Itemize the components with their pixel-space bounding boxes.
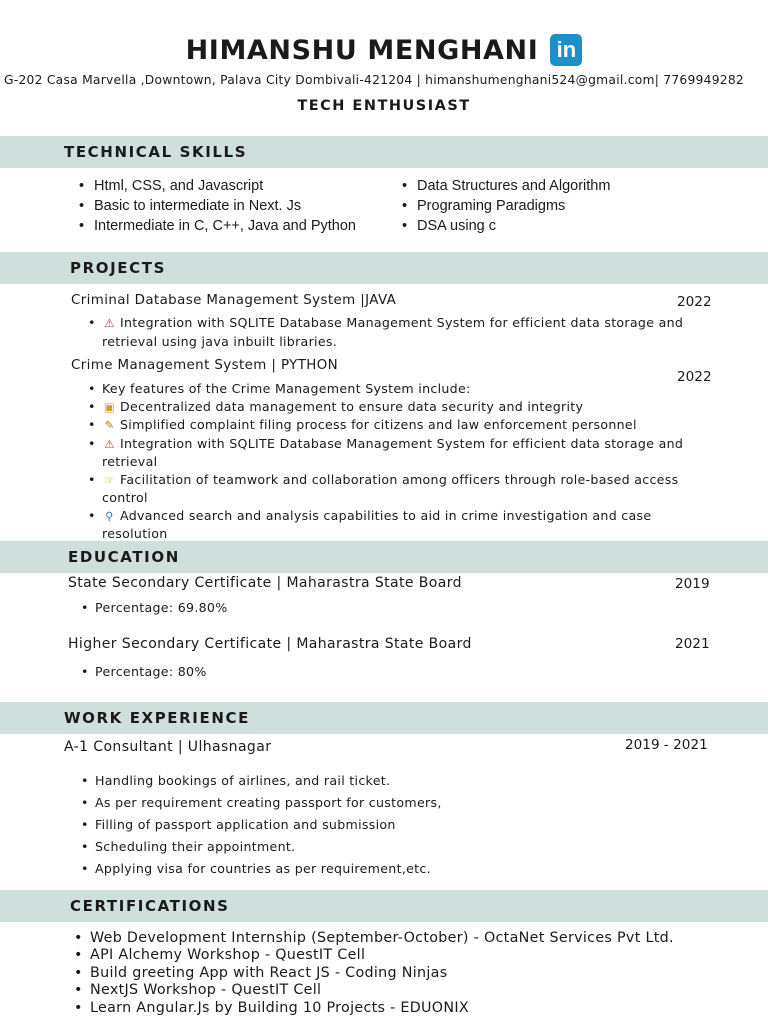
list-item: • Web Development Internship (September-October) - OctaNet Services Pvt Ltd. bbox=[72, 930, 674, 947]
list-item: • Scheduling their appointment. bbox=[64, 836, 442, 858]
list-item bbox=[71, 471, 696, 507]
project-title: Crime Management System | PYTHON bbox=[71, 358, 339, 373]
education-year: 2019 bbox=[675, 576, 710, 592]
section-title-education: EDUCATION bbox=[68, 548, 180, 566]
section-title-work: WORK EXPERIENCE bbox=[64, 709, 250, 727]
bullet-text: Facilitation of teamwork and collaboration among officers through role-based access control bbox=[102, 471, 679, 505]
list-item: • Handling bookings of airlines, and rail ticket. bbox=[64, 770, 442, 792]
linkedin-icon[interactable]: in bbox=[550, 34, 582, 66]
work-bullets bbox=[64, 770, 442, 880]
handshake-icon: ☞ bbox=[104, 472, 115, 487]
contact-line: G-202 Casa Marvella ,Downtown, Palava City Dombivali-421204 | himanshumenghani524@gmail.com| 7769949282 bbox=[4, 73, 744, 87]
project-bullets bbox=[71, 314, 691, 351]
skill-item: • Html, CSS, and Javascript bbox=[75, 176, 356, 196]
list-item bbox=[71, 314, 691, 351]
skills-list-left bbox=[75, 176, 356, 236]
bullet-text: Decentralized data management to ensure data security and integrity bbox=[120, 398, 584, 414]
list-item bbox=[71, 398, 696, 417]
list-item bbox=[71, 416, 696, 435]
list-item: • Percentage: 80% bbox=[64, 663, 207, 680]
education-year: 2021 bbox=[675, 636, 710, 652]
list-item: • NextJS Workshop - QuestIT Cell bbox=[72, 982, 674, 999]
job-years: 2019 - 2021 bbox=[625, 737, 708, 753]
siren-icon: ⚠ bbox=[104, 436, 115, 451]
project-year: 2022 bbox=[677, 369, 712, 385]
project-year: 2022 bbox=[677, 294, 712, 310]
siren-icon: ⚠ bbox=[104, 316, 115, 330]
list-item: • Filling of passport application and submission bbox=[64, 814, 442, 836]
list-item: • API Alchemy Workshop - QuestIT Cell bbox=[72, 947, 674, 964]
bullet-text: Integration with SQLITE Database Management System for efficient data storage and retrieval using java inbuilt libraries. bbox=[102, 315, 684, 349]
project-title: Criminal Database Management System |JAVA bbox=[71, 293, 397, 308]
section-title-certifications: CERTIFICATIONS bbox=[70, 897, 230, 915]
section-band-skills bbox=[0, 136, 768, 168]
section-band-projects bbox=[0, 252, 768, 284]
skills-list-right bbox=[398, 176, 610, 236]
job-title: A-1 Consultant | Ulhasnagar bbox=[64, 739, 272, 755]
section-band-education bbox=[0, 541, 768, 573]
section-band-certifications bbox=[0, 890, 768, 922]
education-details bbox=[64, 599, 228, 616]
resume-header bbox=[0, 34, 768, 66]
bullet-text: Simplified complaint filing process for citizens and law enforcement personnel bbox=[120, 417, 637, 432]
tagline: TECH ENTHUSIAST bbox=[297, 98, 471, 114]
skill-item: • Intermediate in C, C++, Java and Python bbox=[75, 216, 356, 236]
education-title: State Secondary Certificate | Maharastra State Board bbox=[68, 575, 462, 591]
skill-item: • DSA using c bbox=[398, 216, 610, 236]
bullet-text: Advanced search and analysis capabilities to aid in crime investigation and case resolution bbox=[102, 507, 652, 541]
lock-icon: ▣ bbox=[103, 399, 116, 414]
education-title: Higher Secondary Certificate | Maharastra State Board bbox=[68, 636, 472, 652]
project-bullets bbox=[71, 380, 696, 543]
section-band-work bbox=[0, 702, 768, 734]
list-item: • Percentage: 69.80% bbox=[64, 599, 228, 616]
candidate-name: HIMANSHU MENGHANI bbox=[185, 34, 539, 66]
list-item: • As per requirement creating passport for customers, bbox=[64, 792, 442, 814]
list-item: • Build greeting App with React JS - Coding Ninjas bbox=[72, 965, 674, 982]
magnifier-icon: ⚲ bbox=[105, 508, 114, 523]
list-item: • Learn Angular.Js by Building 10 Projects - EDUONIX bbox=[72, 1000, 674, 1017]
list-item bbox=[71, 435, 696, 471]
skill-item: • Basic to intermediate in Next. Js bbox=[75, 196, 356, 216]
section-title-projects: PROJECTS bbox=[70, 259, 166, 277]
certifications-list bbox=[72, 930, 674, 1017]
skill-item: • Data Structures and Algorithm bbox=[398, 176, 610, 196]
section-title-skills: TECHNICAL SKILLS bbox=[64, 143, 248, 161]
bullet-text: Integration with SQLITE Database Management System for efficient data storage and retrieval bbox=[102, 435, 684, 469]
memo-icon: ✎ bbox=[104, 418, 115, 432]
bullet-text: Key features of the Crime Management System include: bbox=[102, 381, 471, 396]
list-item bbox=[71, 380, 696, 398]
skill-item: • Programing Paradigms bbox=[398, 196, 610, 216]
list-item bbox=[71, 507, 696, 543]
education-details bbox=[64, 663, 207, 680]
list-item: • Applying visa for countries as per requirement,etc. bbox=[64, 858, 442, 880]
